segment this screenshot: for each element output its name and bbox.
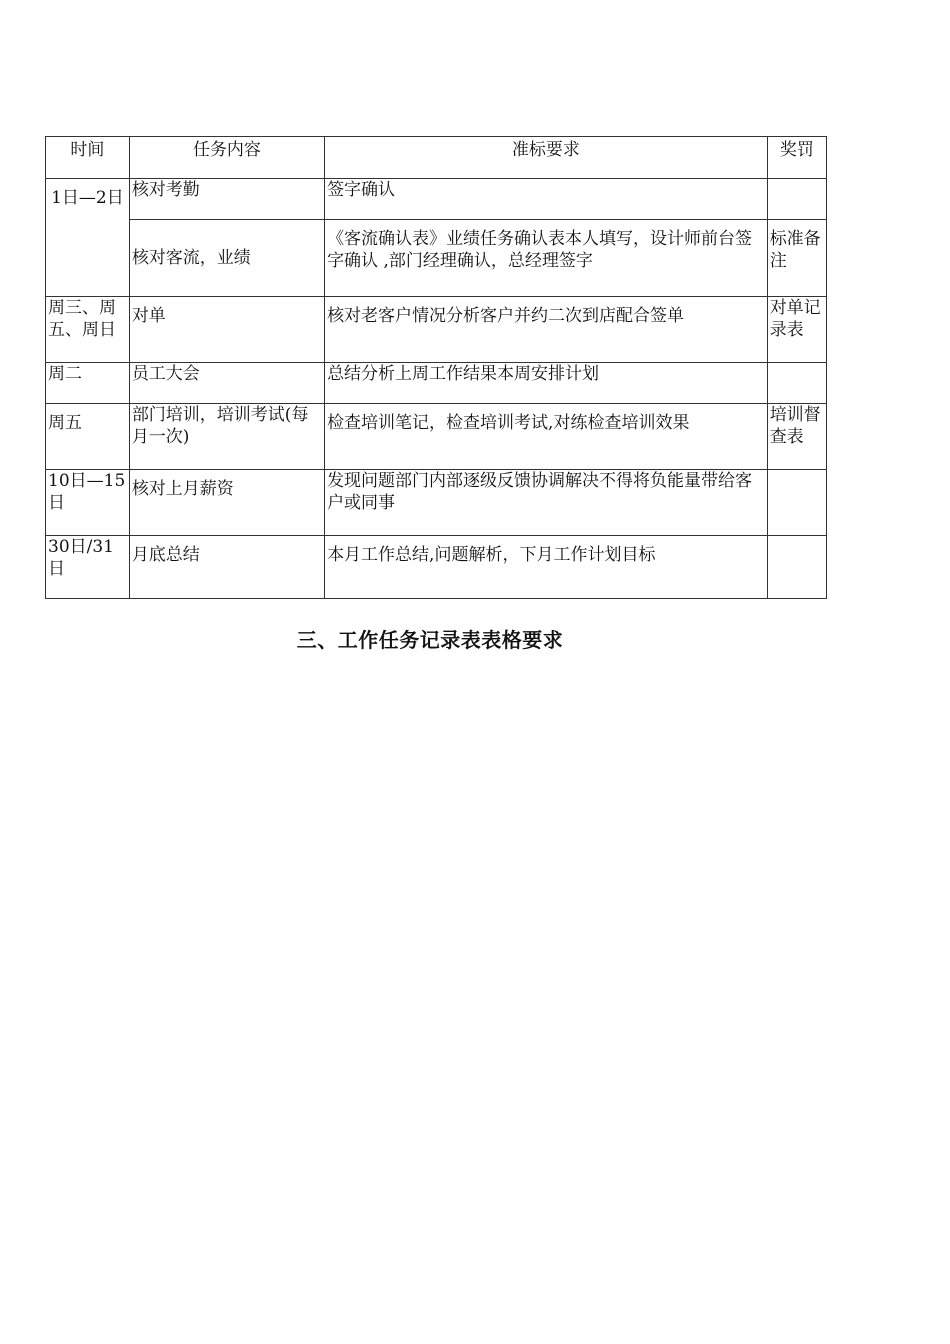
header-time: 时间 [46, 137, 130, 179]
cell-standard: 发现问题部门内部逐级反馈协调解决不得将负能量带给客户或同事 [325, 470, 768, 536]
cell-time: 周三、周五、周日 [46, 297, 130, 363]
cell-reward: 对单记录表 [767, 297, 826, 363]
cell-time: 30日/31日 [46, 536, 130, 599]
table-row [46, 536, 827, 599]
cell-reward [767, 536, 826, 599]
cell-time: 周五 [46, 404, 130, 470]
cell-reward [767, 470, 826, 536]
section-title: 三、工作任务记录表表格要求 [296, 628, 564, 652]
table-row [46, 363, 827, 404]
header-reward: 奖罚 [767, 137, 826, 179]
table-row [46, 220, 827, 297]
header-standard: 准标要求 [325, 137, 768, 179]
table-row [46, 470, 827, 536]
table-row [46, 297, 827, 363]
cell-standard: 核对老客户情况分析客户并约二次到店配合签单 [325, 297, 768, 363]
cell-task: 部门培训，培训考试(每月一次) [129, 404, 324, 470]
work-schedule-table [45, 136, 827, 599]
cell-time: 周二 [46, 363, 130, 404]
cell-task: 核对客流，业绩 [129, 220, 324, 297]
header-task: 任务内容 [129, 137, 324, 179]
cell-standard: 本月工作总结,问题解析，下月工作计划目标 [325, 536, 768, 599]
cell-reward: 标准备注 [767, 220, 826, 297]
cell-standard: 《客流确认表》业绩任务确认表本人填写，设计师前台签字确认 ,部门经理确认，总经理签字 [325, 220, 768, 297]
cell-task: 核对上月薪资 [129, 470, 324, 536]
cell-reward [767, 363, 826, 404]
table-row [46, 179, 827, 220]
cell-standard: 签字确认 [325, 179, 768, 220]
cell-time: 1日—2日 [46, 179, 130, 297]
cell-standard: 总结分析上周工作结果本周安排计划 [325, 363, 768, 404]
table-header-row [46, 137, 827, 179]
cell-task: 月底总结 [129, 536, 324, 599]
cell-task: 核对考勤 [129, 179, 324, 220]
cell-standard: 检查培训笔记，检查培训考试,对练检查培训效果 [325, 404, 768, 470]
cell-time: 10日—15日 [46, 470, 130, 536]
cell-task: 对单 [129, 297, 324, 363]
cell-reward: 培训督查表 [767, 404, 826, 470]
table-row [46, 404, 827, 470]
cell-task: 员工大会 [129, 363, 324, 404]
cell-reward [767, 179, 826, 220]
